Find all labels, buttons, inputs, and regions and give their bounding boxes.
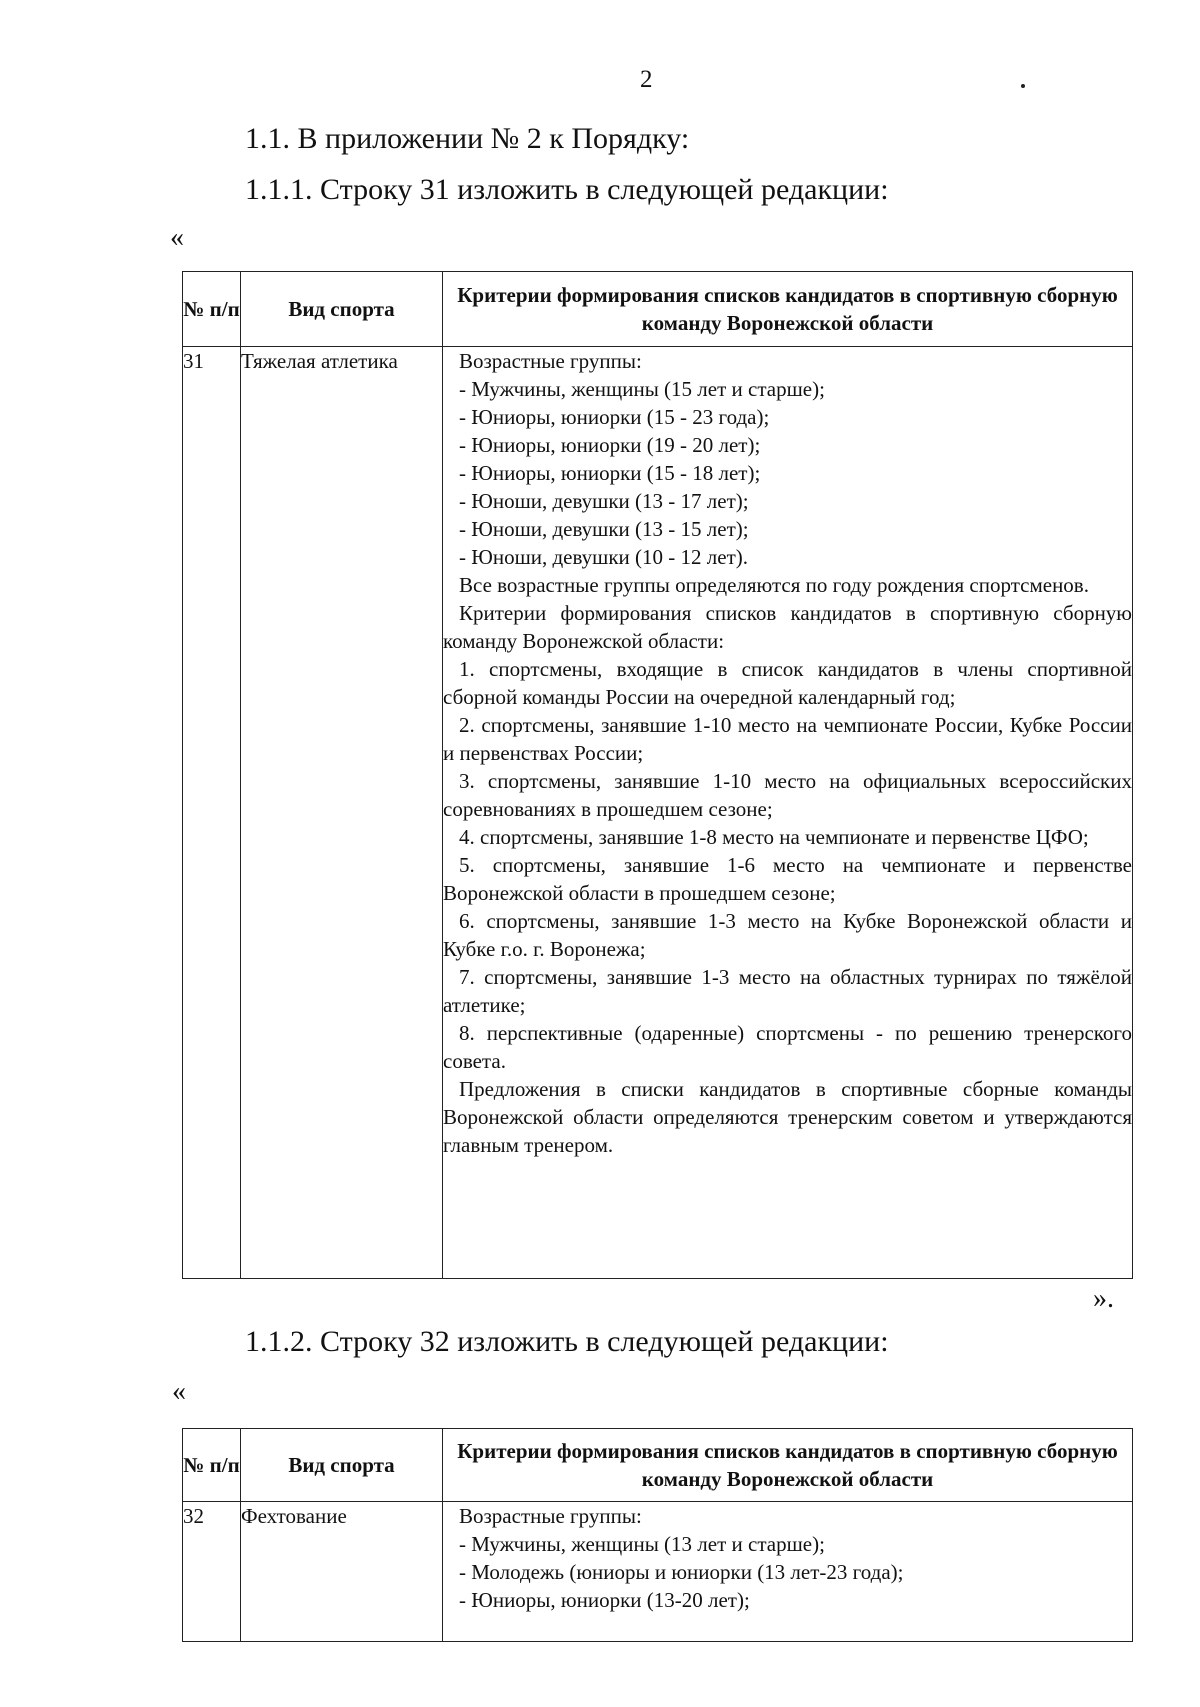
header-num: № п/п <box>183 272 241 347</box>
criteria-item: 8. перспективные (одаренные) спортсмены - по решению тренерского совета. <box>443 1021 1132 1073</box>
age-note: Все возрастные группы определяются по году рождения спортсменов. <box>459 573 1089 597</box>
age-group-item: - Юниоры, юниорки (13-20 лет); <box>459 1588 750 1612</box>
criteria-intro: Критерии формирования списков кандидатов в спортивную сборную команду Воронежской области: <box>443 601 1132 653</box>
criteria-item: 3. спортсмены, занявшие 1-10 место на официальных всероссийских соревнованиях в прошедшем сезоне; <box>443 769 1132 821</box>
header-sport: Вид спорта <box>241 272 443 347</box>
row-number: 32 <box>183 1502 241 1642</box>
age-group-item: - Мужчины, женщины (15 лет и старше); <box>459 377 825 401</box>
header-criteria: Критерии формирования списков кандидатов в спортивную сборную команду Воронежской области <box>443 1429 1133 1502</box>
table-row <box>183 1502 1133 1642</box>
age-group-item: - Молодежь (юниоры и юниорки (13 лет-23 года); <box>459 1560 904 1584</box>
criteria-item: 2. спортсмены, занявшие 1-10 место на чемпионате России, Кубке России и первенствах России; <box>443 713 1132 765</box>
page-number: 2 <box>640 66 653 93</box>
criteria-item: 5. спортсмены, занявшие 1-6 место на чемпионате и первенстве Воронежской области в прошедшем сезоне; <box>443 853 1132 905</box>
header-num: № п/п <box>183 1429 241 1502</box>
criteria-cell <box>443 1502 1133 1642</box>
criteria-item: 6. спортсмены, занявшие 1-3 место на Кубке Воронежской области и Кубке г.о. г. Воронежа; <box>443 909 1132 961</box>
age-group-item: - Мужчины, женщины (13 лет и старше); <box>459 1532 825 1556</box>
row-number: 31 <box>183 347 241 1279</box>
age-group-item: - Юниоры, юниорки (15 - 18 лет); <box>459 461 761 485</box>
age-group-item: - Юноши, девушки (10 - 12 лет). <box>459 545 748 569</box>
criteria-cell <box>443 347 1133 1279</box>
closing-paragraph: Предложения в списки кандидатов в спортивные сборные команды Воронежской области определяются тренерским советом и утверждаются главным тренером. <box>443 1077 1132 1157</box>
sport-name: Фехтование <box>241 1502 443 1642</box>
scan-speck <box>1021 84 1025 88</box>
criteria-item: 4. спортсмены, занявшие 1-8 место на чемпионате и первенстве ЦФО; <box>459 825 1089 849</box>
criteria-item: 7. спортсмены, занявшие 1-3 место на областных турнирах по тяжёлой атлетике; <box>443 965 1132 1017</box>
table-row-32 <box>182 1428 1133 1642</box>
age-group-item: - Юниоры, юниорки (15 - 23 года); <box>459 405 770 429</box>
age-groups-title: Возрастные группы: <box>459 1504 642 1528</box>
quote-open-2: « <box>172 1376 186 1407</box>
table-header-row <box>183 1429 1133 1502</box>
table-header-row <box>183 272 1133 347</box>
header-sport: Вид спорта <box>241 1429 443 1502</box>
age-group-item: - Юноши, девушки (13 - 15 лет); <box>459 517 749 541</box>
header-criteria: Критерии формирования списков кандидатов в спортивную сборную команду Воронежской области <box>443 272 1133 347</box>
criteria-item: 1. спортсмены, входящие в список кандидатов в члены спортивной сборной команды России на очередной календарный год; <box>443 657 1132 709</box>
quote-close-1: ». <box>1093 1283 1114 1314</box>
age-group-item: - Юноши, девушки (13 - 17 лет); <box>459 489 749 513</box>
section-heading-1-1: 1.1. В приложении № 2 к Порядку: <box>245 122 690 155</box>
table-row-31 <box>182 271 1133 1279</box>
age-group-item: - Юниоры, юниорки (19 - 20 лет); <box>459 433 761 457</box>
table-row <box>183 347 1133 1279</box>
section-heading-1-1-2: 1.1.2. Строку 32 изложить в следующей редакции: <box>245 1325 889 1358</box>
age-groups-title: Возрастные группы: <box>459 349 642 373</box>
sport-name: Тяжелая атлетика <box>241 347 443 1279</box>
section-heading-1-1-1: 1.1.1. Строку 31 изложить в следующей редакции: <box>245 173 889 206</box>
quote-open-1: « <box>170 222 184 253</box>
